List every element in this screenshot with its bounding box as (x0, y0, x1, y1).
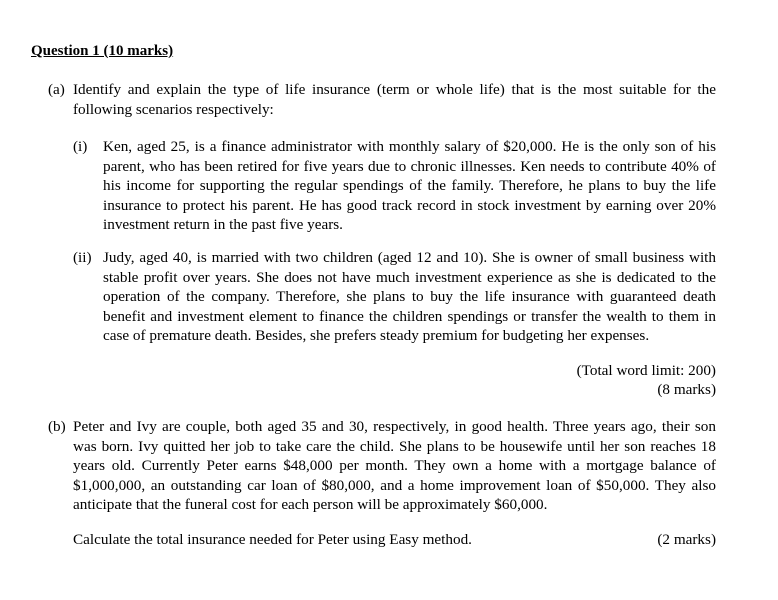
part-a-label: (a) (48, 81, 65, 98)
scenario-ii-label: (ii) (73, 249, 92, 266)
part-b-marks: (2 marks) (657, 531, 716, 548)
part-a-intro: Identify and explain the type of life insurance (term or whole life) that is the most suitable for the following scenarios respectively: (73, 81, 716, 118)
scenario-i-text: Ken, aged 25, is a finance administrator with monthly salary of $20,000. He is the only son of his parent, who has been retired for five years due to chronic illnesses. Ken needs to contribute 40% of his income for supporting the regular spendings of the family. Therefore, he plans to buy the life insurance to protect his parent. He has good track record in stock investment by earning over 20% investment return in the past five years. (103, 138, 716, 234)
question-heading: Question 1 (10 marks) (31, 43, 174, 59)
word-limit: (Total word limit: 200) (576, 362, 716, 379)
part-b-instruction: Calculate the total insurance needed for Peter using Easy method. (73, 531, 472, 548)
scenario-i-label: (i) (73, 138, 88, 155)
scenario-ii-text: Judy, aged 40, is married with two children (aged 12 and 10). She is owner of small business with stable profit over years. She does not have much investment experience as she is dedicated to the operation of the company. Therefore, she plans to buy the life insurance with guaranteed death benefit and investment element to finance the children spendings or transfer the wealth to them in case of premature death. Besides, she prefers steady premium for budgeting her expenses. (103, 249, 716, 345)
part-a-marks: (8 marks) (657, 381, 716, 398)
part-b-label: (b) (48, 418, 66, 435)
part-b-text: Peter and Ivy are couple, both aged 35 and 30, respectively, in good health. Three years ago, their son was born. Ivy quitted her job to take care the child. She plans to be housewife until her son reaches 18 years old. Currently Peter earns $48,000 per month. They own a home with a mortgage balance of $1,000,000, an outstanding car loan of $80,000, and a home improvement loan of $50,000. They also anticipate that the funeral cost for each person will be approximately $60,000. (73, 418, 716, 514)
